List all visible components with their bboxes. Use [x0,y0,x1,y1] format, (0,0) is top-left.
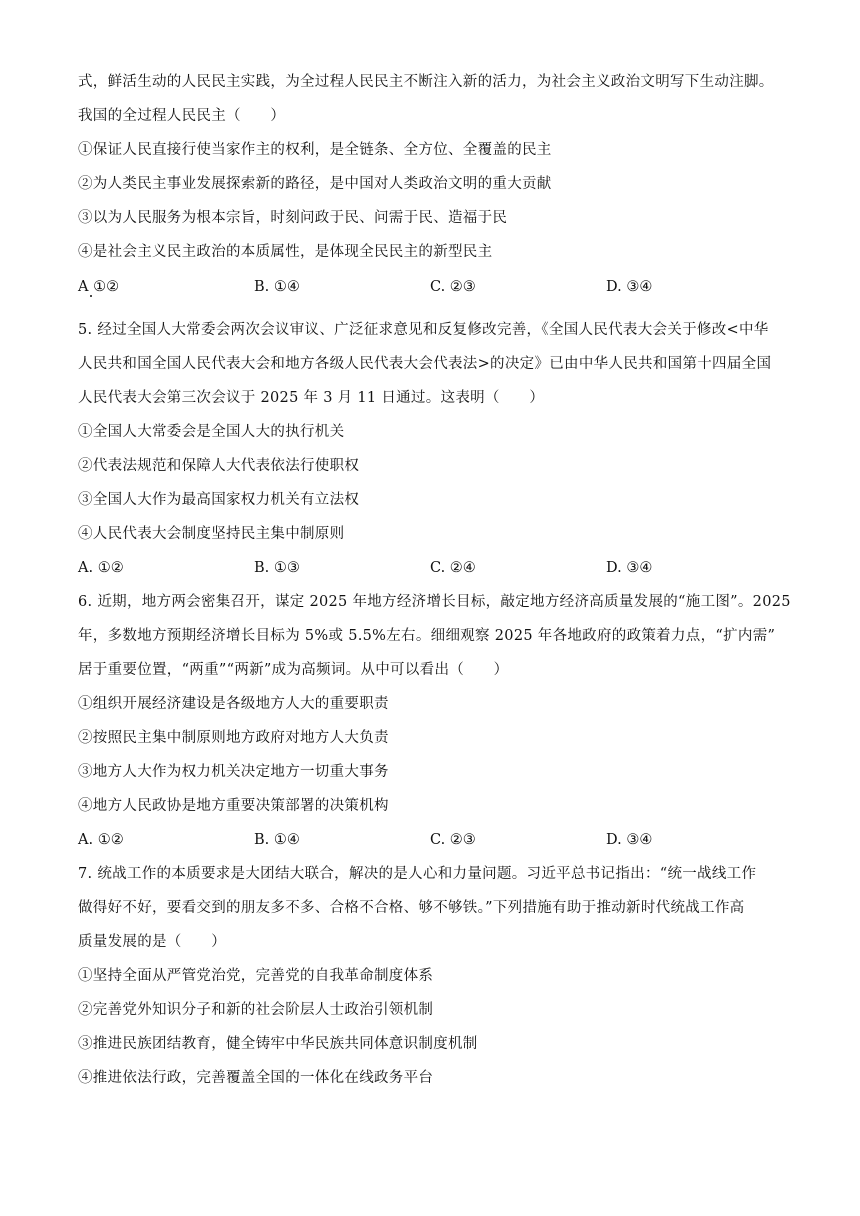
q7-statement-2: ②完善党外知识分子和新的社会阶层人士政治引领机制 [78,1002,434,1018]
q7-stem-line-3: 质量发展的是（ ） [78,934,226,950]
q4-statement-4: ④是社会主义民主政治的本质属性，是体现全民民主的新型民主 [78,244,493,260]
q5-statement-2: ②代表法规范和保障人大代表依法行使职权 [78,458,360,474]
q6-option-a[interactable]: A. ①② [78,832,124,848]
q7-stem-line-2: 做得好不好，要看交到的朋友多不多、合格不合格、够不够铁。”下列措施有助于推动新时代统战工作高 [78,900,745,916]
q6-statement-4: ④地方人民政协是地方重要决策部署的决策机构 [78,798,389,814]
q5-option-c[interactable]: C. ②④ [430,560,476,576]
q4-option-c[interactable]: C. ②③ [430,279,476,295]
q4-options [78,277,778,297]
q7-statement-4: ④推进依法行政，完善覆盖全国的一体化在线政务平台 [78,1070,434,1086]
q4-option-b[interactable]: B. ①④ [254,279,300,295]
q4-stem-line-2: 我国的全过程人民民主（ ） [78,108,286,124]
q6-statement-1: ①组织开展经济建设是各级地方人大的重要职责 [78,696,389,712]
q6-statement-3: ③地方人大作为权力机关决定地方一切重大事务 [78,764,389,780]
q6-stem-line-2: 年，多数地方预期经济增长目标为 5%或 5.5%左右。细细观察 2025 年各地政府的政策着力点，“扩内需” [78,628,776,644]
q5-option-d[interactable]: D. ③④ [606,560,653,576]
q6-statement-2: ②按照民主集中制原则地方政府对地方人大负责 [78,730,389,746]
q6-option-b[interactable]: B. ①④ [254,832,300,848]
stray-dot [90,295,92,297]
q4-stem-line-1: 式，鲜活生动的人民民主实践，为全过程人民民主不断注入新的活力，为社会主义政治文明写下生动注脚。 [78,74,774,90]
q4-option-d[interactable]: D. ③④ [606,279,653,295]
q4-option-a[interactable]: A ①② [78,279,120,295]
q5-options [78,558,778,578]
q6-options [78,830,778,850]
q5-statement-1: ①全国人大常委会是全国人大的执行机关 [78,424,345,440]
q5-option-a[interactable]: A. ①② [78,560,124,576]
q5-stem-line-1: 5. 经过全国人大常委会两次会议审议、广泛征求意见和反复修改完善，《全国人民代表大会关于修改<中华 [78,322,769,338]
q6-option-c[interactable]: C. ②③ [430,832,476,848]
q5-stem-line-3: 人民代表大会第三次会议于 2025 年 3 月 11 日通过。这表明（ ） [78,390,545,406]
q4-statement-2: ②为人类民主事业发展探索新的路径，是中国对人类政治文明的重大贡献 [78,176,552,192]
q5-statement-3: ③全国人大作为最高国家权力机关有立法权 [78,492,360,508]
q5-stem-line-2: 人民共和国全国人民代表大会和地方各级人民代表大会代表法>的决定》已由中华人民共和国第十四届全国 [78,356,772,372]
q6-option-d[interactable]: D. ③④ [606,832,653,848]
q6-stem-line-1: 6. 近期，地方两会密集召开，谋定 2025 年地方经济增长目标，敲定地方经济高质量发展的“施工图”。2025 [78,594,791,610]
q7-statement-3: ③推进民族团结教育，健全铸牢中华民族共同体意识制度机制 [78,1036,478,1052]
q5-option-b[interactable]: B. ①③ [254,560,300,576]
q5-statement-4: ④人民代表大会制度坚持民主集中制原则 [78,526,345,542]
q6-stem-line-3: 居于重要位置，“两重”“两新”成为高频词。从中可以看出（ ） [78,662,509,678]
q4-statement-1: ①保证人民直接行使当家作主的权利，是全链条、全方位、全覆盖的民主 [78,142,552,158]
q4-statement-3: ③以为人民服务为根本宗旨，时刻问政于民、问需于民、造福于民 [78,210,508,226]
q7-statement-1: ①坚持全面从严管党治党，完善党的自我革命制度体系 [78,968,434,984]
q7-stem-line-1: 7. 统战工作的本质要求是大团结大联合，解决的是人心和力量问题。习近平总书记指出：“统一战线工作 [78,866,757,882]
